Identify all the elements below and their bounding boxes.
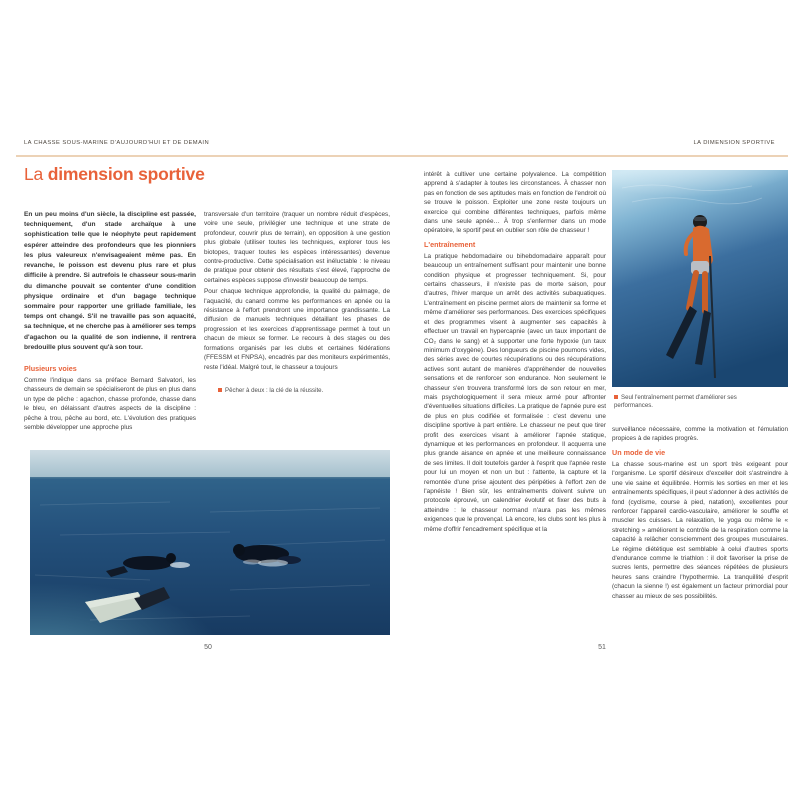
chapter-title: [24, 164, 205, 185]
left-column-2: [204, 210, 390, 435]
chapter-title-main: dimension sportive: [47, 164, 205, 184]
divers-surface-illustration: [30, 450, 390, 635]
photo-caption-right-text: Seul l'entraînement permet d'améliorer ses performances.: [614, 394, 737, 410]
body-paragraph: surveillance nécessaire, comme la motivation et l'émulation propices à de rapides progrès.: [612, 426, 788, 443]
body-paragraph: La chasse sous-marine est un sport très exigeant pour l'organisme. Le sportif désireux d'exceller doit s'astreindre à une vie saine et équilibrée. Hormis les sorties en mer et les entraînements spécifiques, il peut s'adonner à des activités de fond (cyclisme, course à pied, natation), excellentes pour renforcer l'appareil cardio-vasculaire, améliorer le souffle et muscler les cuisses. La relaxation, le yoga ou même le « stretching » améliorent le contrôle de la respiration comme la capacité à relâcher consciemment des groupes musculaires. Le régime diététique est semblable à celui d'autres sports d'endurance comme le triathlon : il doit favoriser la prise de sucres lents, permettre des séances répétées de plusieurs heures sans craindre l'hypothermie. La tranquillité d'esprit (chacun la sienne !) est également un facteur primordial pour chasser au mieux de ses possibilités.: [612, 460, 789, 600]
photo-divers-surface: [30, 450, 390, 635]
caption-bullet-icon: [614, 395, 618, 399]
section-heading-mode-de-vie: Un mode de vie: [612, 447, 666, 457]
chapter-title-prefix: La: [24, 164, 44, 184]
body-paragraph: intérêt à cultiver une certaine polyvalence. La compétition apprend à s'adapter à toutes les circonstances. À chasser non pas en fonction de ses aptitudes mais en fonction de l'endroit où se trouve le poisson. Exploiter une zone reste toujours un exercice qui combine différentes techniques, parfois même dans une seule apnée… À trop s'enfermer dans un mode opératoire, le sportif peut en oublier son rôle de chasseur !: [424, 171, 606, 235]
running-head-left: LA CHASSE SOUS-MARINE D'AUJOURD'HUI ET DE DEMAIN: [24, 140, 210, 146]
left-page-columns: [24, 210, 390, 435]
left-column-1: [24, 210, 196, 435]
freediver-illustration: [612, 170, 788, 387]
page-number-left: 50: [204, 644, 212, 651]
body-paragraph: transversale d'un territoire (traquer un nombre réduit d'espèces, voire une seule, privilégier une technique et une strate de profondeur, couvrir plus de terrain), en opposition à une gestion plus globale (utiliser toutes les techniques, explorer tous les biotopes, traquer toutes les espèces intéressantes) devenue contre-productive. Cette spécialisation est inéluctable : le niveau de pratique pour obtenir des résultats s'est élevé, l'approche de certaines espèces suppose d'investir beaucoup de temps.: [204, 211, 390, 284]
page-left: [16, 138, 400, 660]
caption-bullet-icon: [218, 388, 222, 392]
body-paragraph: La pratique hebdomadaire ou bihebdomadaire apparaît pour beaucoup un entraînement suffisant pour maintenir une bonne condition physique et progresser techniquement. Si, pour certains chasseurs, il n'existe pas de morte saison, pour d'autres, l'hiver marque un arrêt des activités subaquatiques. L'entraînement en piscine permet alors de maintenir sa forme et même d'améliorer ses performances. Des exercices spécifiques et des programmes visent à augmenter ses capacités à effectuer un travail en hypercapnie (avec un taux important de CO₂ dans le sang) et à supporter une forte hypoxie (un taux minimum d'oxygène). Des longueurs de piscine poumons vides, des séries avec de courtes récupérations ou des récupérations actives sont autant de manières d'appréhender de nouvelles sensations et de renforcer son endurance. Non seulement le chasseur s'en trouvera transformé lors de son retour en mer, mais psychologiquement il sera mieux armé pour affronter d'éventuelles situations difficiles. La pratique de l'apnée pure est de plus en plus codifiée et formalisée : c'est devenu une discipline sportive à part entière. Le chasseur ne peut que tirer profit des exercices visant à améliorer l'apnée statique, dynamique et les performances en profondeur. Il acquerra une plus grande aisance en apnée et une meilleure connaissance de ses limites. Il doit toutefois garder à l'esprit que l'apnée reste pour lui un moyen et non un but : l'attente, la capture et la remontée d'une prise ajoutent des péripéties à l'effort zen de l'apnéiste ! Bien sûr, les entraînements doivent suivre un protocole éprouvé, un calendrier évolutif et fixer des buts à atteindre : le chasseur normand n'aura pas les mêmes exigences que le provençal. Là encore, les clubs sont les plus à même d'offrir l'encadrement spécifique et la: [424, 252, 606, 533]
page-number-right: 51: [598, 644, 606, 651]
body-paragraph: Pour chaque technique approfondie, la qualité du palmage, de l'aquacité, du canard comme les performances en apnée ou la résistance à l'effort prendront une importance grandissante. La diffusion de manuels techniques détaillant les phases de progression et les exercices d'apprentissage permet à tout un chacun de mieux se former. Le recours à des stages ou des formations organisés par les clubs et certaines fédérations (FFESSM et FNPSA), encadrés par des moniteurs expérimentés, reste l'idéal. Malgré tout, le chasseur a toujours: [204, 288, 390, 371]
page-right: [416, 138, 788, 660]
photo-caption-left: [204, 387, 390, 395]
photo-caption-right: [612, 394, 764, 410]
running-head-right: LA DIMENSION SPORTIVE: [693, 140, 775, 146]
section-heading-entrainement: L'entraînement: [424, 239, 476, 249]
body-paragraph: Comme l'indique dans sa préface Bernard Salvatori, les chasseurs de demain se spécialiseront de plus en plus dans un type de pêche : agachon, chasse profonde, chasse dans le bleu, en délaissant d'autres aspects de la discipline : pêche à trou, pêche au bord, etc. L'évolution des pratiques semble développer une approche plus: [24, 377, 196, 432]
right-column-1: [424, 170, 606, 603]
intro-paragraph: En un peu moins d'un siècle, la discipline est passée, techniquement, d'un stade archaïque à une sophistication telle que le néophyte peut rapidement espérer atteindre des profondeurs que les pionniers les plus valeureux n'envisageaient même pas. En revanche, le poisson est devenu plus rare et plus difficile à prendre. Si autrefois le chasseur sous-marin du dimanche pouvait se contenter d'une condition physique ordinaire et d'un bagage technique sommaire pour rapporter une grillade familiale, les temps ont changé. S'il ne travaille pas son aquacité, sa technique, et ne cherche pas à améliorer ses temps d'agachon ou la qualité de son indienne, il rentrera bredouille plus souvent qu'à son tour.: [24, 211, 196, 351]
right-page-columns: [424, 170, 788, 603]
section-heading-plusieurs-voies: Plusieurs voies: [24, 364, 77, 374]
photo-caption-left-text: Pêcher à deux : la clé de la réussite.: [225, 386, 324, 394]
right-column-2: [612, 170, 788, 603]
photo-freediver: [612, 170, 788, 387]
